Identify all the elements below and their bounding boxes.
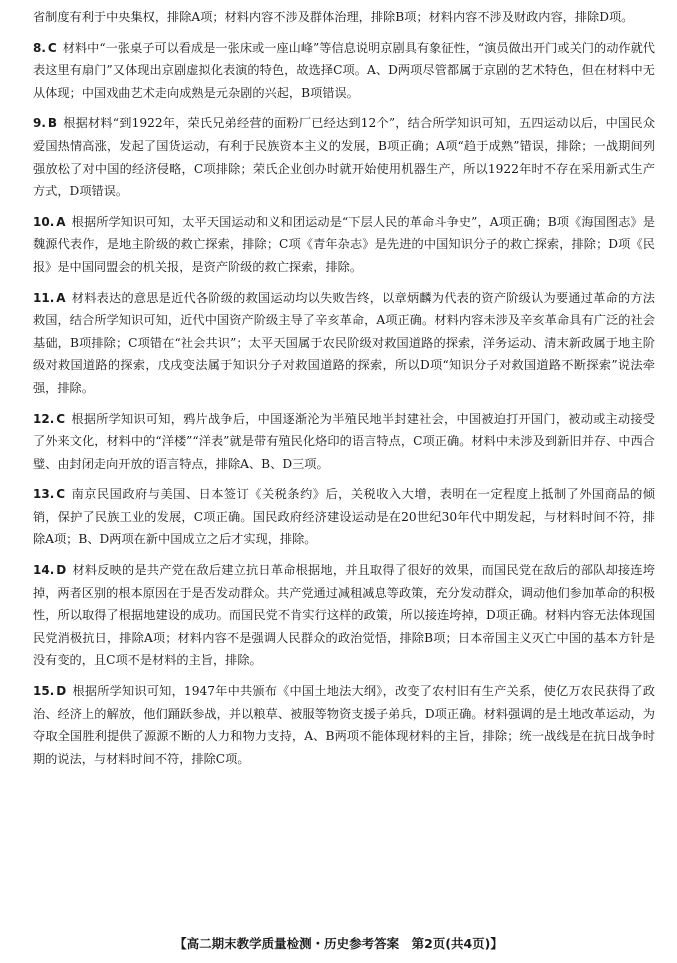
item-number: 12. — [33, 411, 55, 426]
item-number: 11. — [33, 290, 55, 305]
explanation-text: 根据所学知识可知，太平天国运动和义和团运动是“下层人民的革命斗争史”，A项正确；B项《海国图志》是魏源代表作，是地主阶级的救亡探索，排除；C项《青年杂志》是先进的中国知识分子的救亡探索，排除；D项《民报》是中国同盟会的机关报，是资产阶级的救亡探索，排除。 — [33, 214, 655, 274]
answer-item-15 — [33, 680, 655, 770]
explanation-text: 根据所学知识可知，1947年中共颁布《中国土地法大纲》，改变了农村旧有生产关系，使亿万农民获得了政治、经济上的解放，他们踊跃参战，并以粮草、被服等物资支援子弟兵，D项正确。材料强调的是土地改革运动，为夺取全国胜利提供了源源不断的人力和物力支持，A、B两项不能体现材料的主旨，排除；统一战线是在抗日战争时期的说法，与材料时间不符，排除C项。 — [33, 684, 655, 766]
answer-letter: B — [47, 116, 58, 131]
answer-item-10 — [33, 211, 655, 279]
item-number: 8. — [33, 40, 46, 55]
answer-letter: D — [56, 563, 67, 578]
item-number: 14. — [33, 563, 55, 578]
page-footer: 【高二期末教学质量检测・历史参考答案 第2页(共4页)】 — [174, 936, 503, 951]
answer-letter: D — [56, 684, 67, 699]
explanation-text: 南京民国政府与美国、日本签订《关税条约》后，关税收入大增，表明在一定程度上抵制了外国商品的倾销，保护了民族工业的发展，C项正确。国民政府经济建设运动是在20世纪30年代中期发起，与材料时间不符，排除A项；B、D两项在新中国成立之后才实现，排除。 — [33, 487, 655, 547]
answer-letter: A — [56, 290, 66, 305]
continued-paragraph: 省制度有利于中央集权，排除A项；材料内容不涉及群体治理，排除B项；材料内容不涉及财政内容，排除D项。 — [33, 10, 634, 24]
explanation-text: 材料中“一张桌子可以看成是一张床或一座山峰”等信息说明京剧具有象征性，“演员做出开门或关门的动作就代表这里有扇门”又体现出京剧虚拟化表演的特色，故选择C项。A、D两项尽管都属于京剧的艺术特色，但在材料中无从体现；中国戏曲艺术走向成熟是元杂剧的兴起，B项错误。 — [33, 40, 655, 100]
explanation-text: 根据所学知识可知，鸦片战争后，中国逐渐沦为半殖民地半封建社会，中国被迫打开国门，被动或主动接受了外来文化，材料中的“洋楼”“洋表”就是带有殖民化烙印的语言特点，C项正确。材料中未涉及到新旧并存、中西合璧、由封闭走向开放的语言特点，排除A、B、D三项。 — [33, 411, 655, 471]
answer-item-14 — [33, 559, 655, 672]
answer-letter: C — [56, 411, 66, 426]
item-number: 15. — [33, 684, 55, 699]
answer-letter: A — [56, 214, 66, 229]
answer-letter: C — [56, 487, 66, 502]
answer-item-13 — [33, 483, 655, 551]
answer-item-12 — [33, 408, 655, 476]
answer-letter: C — [47, 40, 57, 55]
item-number: 9. — [33, 116, 46, 131]
answer-item-9 — [33, 112, 655, 202]
answer-item-8 — [33, 37, 655, 105]
item-number: 10. — [33, 214, 55, 229]
explanation-text: 根据材料“到1922年，荣氏兄弟经营的面粉厂已经达到12个”，结合所学知识可知，五四运动以后，中国民众爱国热情高涨，发起了国货运动，有利于民族资本主义的发展，B项正确；A项“趋于成熟”错误，排除；一战期间列强放松了对中国的经济侵略，C项排除；荣氏企业创办时就开始使用机器生产，所以1922年时不存在采用新式生产方式，D项错误。 — [33, 116, 655, 199]
item-number: 13. — [33, 487, 55, 502]
explanation-text: 材料反映的是共产党在敌后建立抗日革命根据地，并且取得了很好的效果，而国民党在敌后的部队却接连垮掉，两者区别的根本原因在于是否发动群众。共产党通过减租减息等政策，充分发动群众，调动他们参加革命的积极性，所以取得了根据地建设的成功。而国民党不肯实行这样的政策，所以接连垮掉，D项正确。材料内容无法体现国民党消极抗日，排除A项；材料内容不是强调人民群众的政治觉悟，排除B项；日本帝国主义灭亡中国的基本方针是没有变的，且C项不是材料的主旨，排除。 — [33, 563, 655, 668]
explanation-text: 材料表达的意思是近代各阶级的救国运动均以失败告终，以章炳麟为代表的资产阶级认为要通过革命的方法救国，结合所学知识可知，近代中国资产阶级主导了辛亥革命，A项正确。材料内容未涉及辛亥革命具有广泛的社会基础，B项排除；C项错在“社会共识”；太平天国属于农民阶级对救国道路的探索，洋务运动、清末新政属于地主阶级对救国道路的探索，戊戌变法属于知识分子对救国道路的探索，所以D项“知识分子对救国道路不断探索”说法牵强，排除。 — [33, 290, 655, 395]
answer-item-11 — [33, 287, 655, 400]
